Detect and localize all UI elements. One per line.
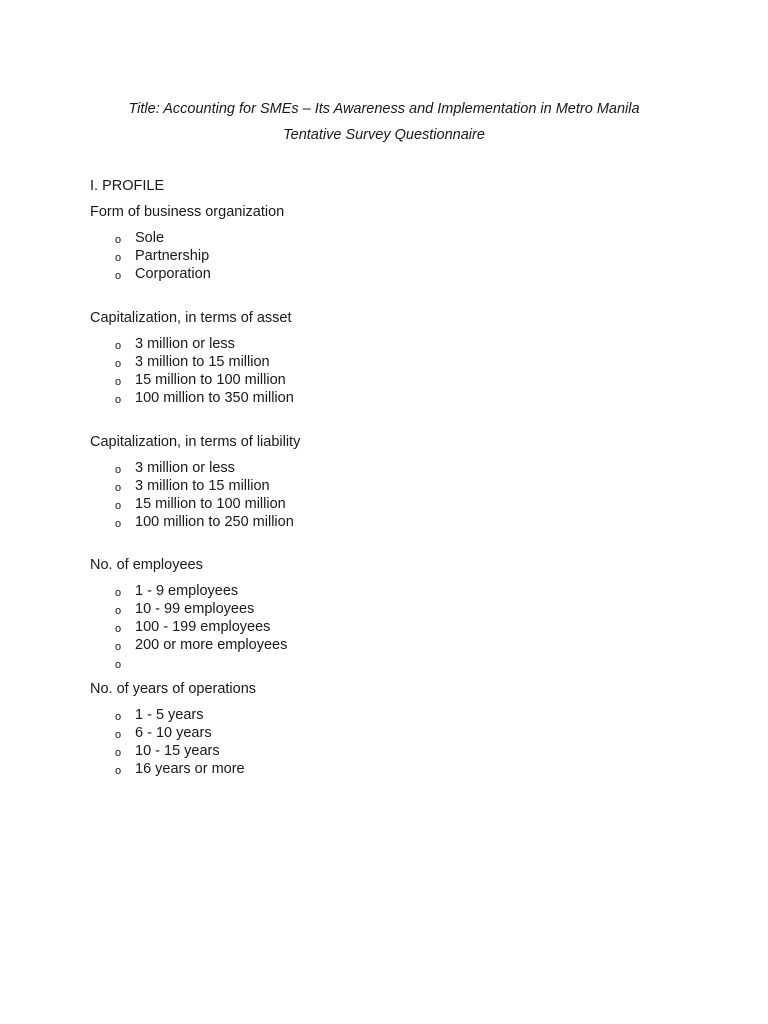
option-text: 15 million to 100 million bbox=[135, 496, 286, 512]
option-text: 16 years or more bbox=[135, 761, 245, 777]
option-text: 100 million to 350 million bbox=[135, 390, 294, 406]
option-text: Sole bbox=[135, 230, 165, 246]
questionnaire-body bbox=[90, 177, 690, 778]
list-item bbox=[90, 742, 690, 760]
option-text: 3 million to 15 million bbox=[135, 478, 270, 494]
list-item bbox=[90, 477, 690, 495]
list-item bbox=[90, 389, 690, 407]
circle-bullet-icon: o bbox=[115, 641, 122, 653]
list-item bbox=[90, 724, 690, 742]
option-text: 10 - 99 employees bbox=[135, 601, 255, 617]
option-list bbox=[90, 706, 690, 778]
list-item bbox=[90, 353, 690, 371]
circle-bullet-icon: o bbox=[115, 340, 122, 352]
circle-bullet-icon: o bbox=[115, 587, 122, 599]
option-text: 3 million to 15 million bbox=[135, 354, 270, 370]
list-item bbox=[90, 371, 690, 389]
question-years-of-operations bbox=[90, 680, 690, 778]
circle-bullet-icon: o bbox=[115, 464, 122, 476]
list-item bbox=[90, 229, 690, 247]
circle-bullet-icon: o bbox=[115, 482, 122, 494]
circle-bullet-icon: o bbox=[115, 270, 122, 282]
circle-bullet-icon: o bbox=[115, 605, 122, 617]
list-item bbox=[90, 513, 690, 531]
option-text: 100 million to 250 million bbox=[135, 514, 294, 530]
option-list bbox=[90, 582, 690, 672]
circle-bullet-icon: o bbox=[115, 711, 122, 723]
list-item bbox=[90, 265, 690, 283]
section-heading: I. PROFILE bbox=[90, 178, 165, 194]
circle-bullet-icon: o bbox=[115, 729, 122, 741]
option-list bbox=[90, 229, 690, 283]
option-text: 6 - 10 years bbox=[135, 725, 212, 741]
circle-bullet-icon: o bbox=[115, 747, 122, 759]
question-business-form bbox=[90, 203, 690, 283]
question-label: No. of employees bbox=[90, 557, 203, 573]
option-text: Partnership bbox=[135, 248, 210, 264]
circle-bullet-icon: o bbox=[115, 252, 122, 264]
option-text: 200 or more employees bbox=[135, 637, 288, 653]
document-title: Title: Accounting for SMEs – Its Awareness and Implementation in Metro Manila bbox=[128, 101, 640, 117]
document-subtitle: Tentative Survey Questionnaire bbox=[283, 127, 485, 143]
circle-bullet-icon: o bbox=[115, 394, 122, 406]
option-text: 15 million to 100 million bbox=[135, 372, 286, 388]
option-text: 1 - 5 years bbox=[135, 707, 204, 723]
circle-bullet-icon: o bbox=[115, 518, 122, 530]
circle-bullet-icon: o bbox=[115, 765, 122, 777]
question-label: Capitalization, in terms of asset bbox=[90, 310, 292, 326]
question-label: Capitalization, in terms of liability bbox=[90, 434, 301, 450]
circle-bullet-icon: o bbox=[115, 500, 122, 512]
circle-bullet-icon: o bbox=[115, 234, 122, 246]
option-text: Corporation bbox=[135, 266, 211, 282]
option-text: 10 - 15 years bbox=[135, 743, 220, 759]
list-item bbox=[90, 247, 690, 265]
list-item bbox=[90, 335, 690, 353]
list-item bbox=[90, 618, 690, 636]
list-item bbox=[90, 582, 690, 600]
question-label: No. of years of operations bbox=[90, 681, 257, 697]
list-item bbox=[90, 459, 690, 477]
option-text: 3 million or less bbox=[135, 336, 235, 352]
question-employees bbox=[90, 556, 690, 672]
list-item bbox=[90, 636, 690, 654]
list-item bbox=[90, 495, 690, 513]
list-item bbox=[90, 706, 690, 724]
list-item bbox=[90, 600, 690, 618]
question-capitalization-liability bbox=[90, 433, 690, 531]
circle-bullet-icon: o bbox=[115, 358, 122, 370]
option-text: 1 - 9 employees bbox=[135, 583, 239, 599]
option-list bbox=[90, 459, 690, 531]
list-item bbox=[90, 654, 690, 672]
circle-bullet-icon: o bbox=[115, 623, 122, 635]
list-item bbox=[90, 760, 690, 778]
question-label: Form of business organization bbox=[90, 204, 285, 220]
option-list bbox=[90, 335, 690, 407]
circle-bullet-icon: o bbox=[115, 376, 122, 388]
option-text: 3 million or less bbox=[135, 460, 235, 476]
question-capitalization-asset bbox=[90, 309, 690, 407]
circle-bullet-icon: o bbox=[115, 659, 122, 671]
option-text: 100 - 199 employees bbox=[135, 619, 271, 635]
